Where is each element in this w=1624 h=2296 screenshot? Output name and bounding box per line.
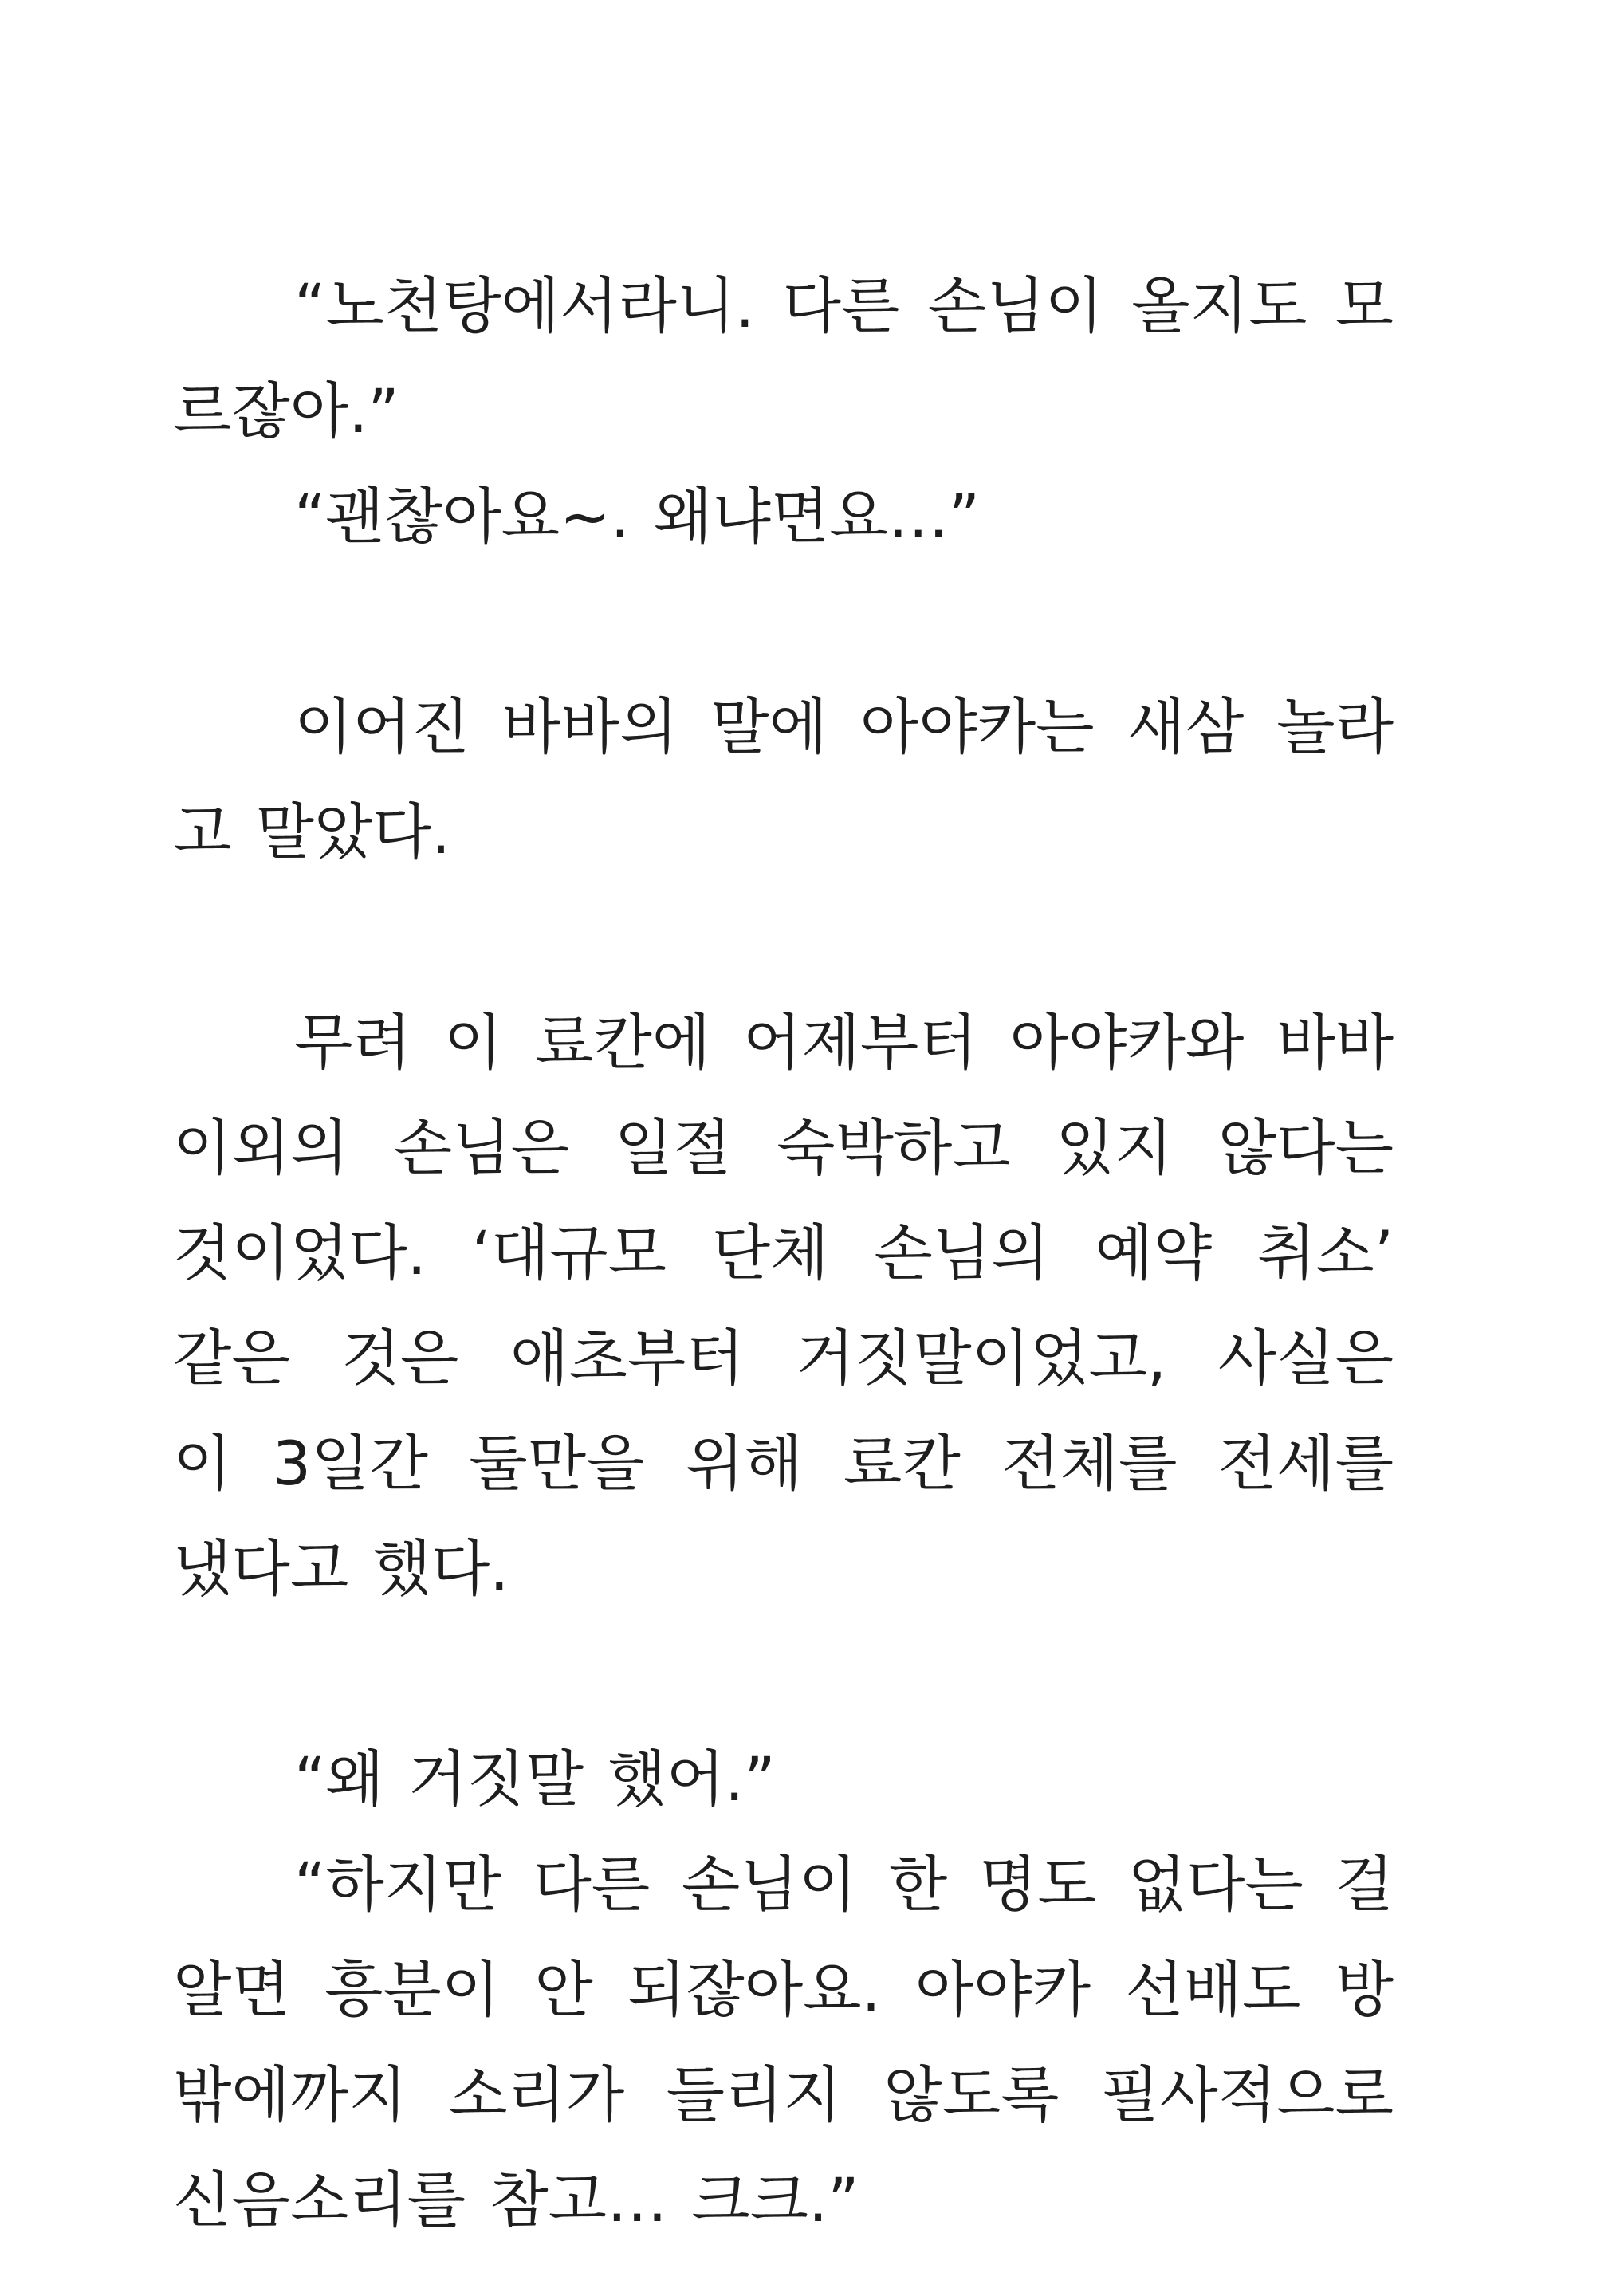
text-line: 르잖아.” — [173, 375, 399, 446]
text-line: 신음소리를 참고… 크크.” — [173, 2164, 859, 2235]
text-line: “노천탕에서라니. 다른 손님이 올지도 모 — [294, 270, 1394, 341]
paragraph-5 — [234, 1727, 1394, 1832]
paragraph-1 — [173, 254, 1394, 464]
paragraph-break — [234, 885, 1394, 990]
text-line: 이외의 손님은 일절 숙박하고 있지 않다는 — [173, 1112, 1394, 1183]
text-line: 이어진 바바의 말에 아야카는 새삼 놀라 — [294, 691, 1394, 762]
text-line: 알면 흥분이 안 되잖아요. 아야카 선배도 방 — [173, 1954, 1394, 2025]
paragraph-2 — [234, 464, 1394, 569]
text-line: 같은 것은 애초부터 거짓말이었고, 사실은 — [173, 1323, 1394, 1394]
paragraph-break — [234, 569, 1394, 674]
text-line: 밖에까지 소리가 들리지 않도록 필사적으로 — [173, 2059, 1394, 2130]
text-line: 무려 이 료칸에 어제부터 아야카와 바바 — [294, 1007, 1394, 1078]
text-line: 냈다고 했다. — [173, 1533, 509, 1604]
text-line: 고 말았다. — [173, 796, 450, 867]
paragraph-6 — [173, 1832, 1394, 2253]
text-line: “하지만 다른 손님이 한 명도 없다는 걸 — [294, 1849, 1394, 1920]
text-line: 것이었다. ‘대규모 단체 손님의 예약 취소’ — [173, 1217, 1394, 1288]
paragraph-break — [234, 1622, 1394, 1727]
paragraph-3 — [173, 674, 1394, 885]
text-line: 이 3일간 둘만을 위해 료칸 전체를 전세를 — [173, 1428, 1394, 1499]
text-column — [173, 254, 1394, 2253]
text-line: “왜 거짓말 했어.” — [294, 1744, 776, 1814]
text-line: “괜찮아요~. 왜냐면요…” — [294, 481, 981, 552]
paragraph-4 — [173, 990, 1394, 1622]
